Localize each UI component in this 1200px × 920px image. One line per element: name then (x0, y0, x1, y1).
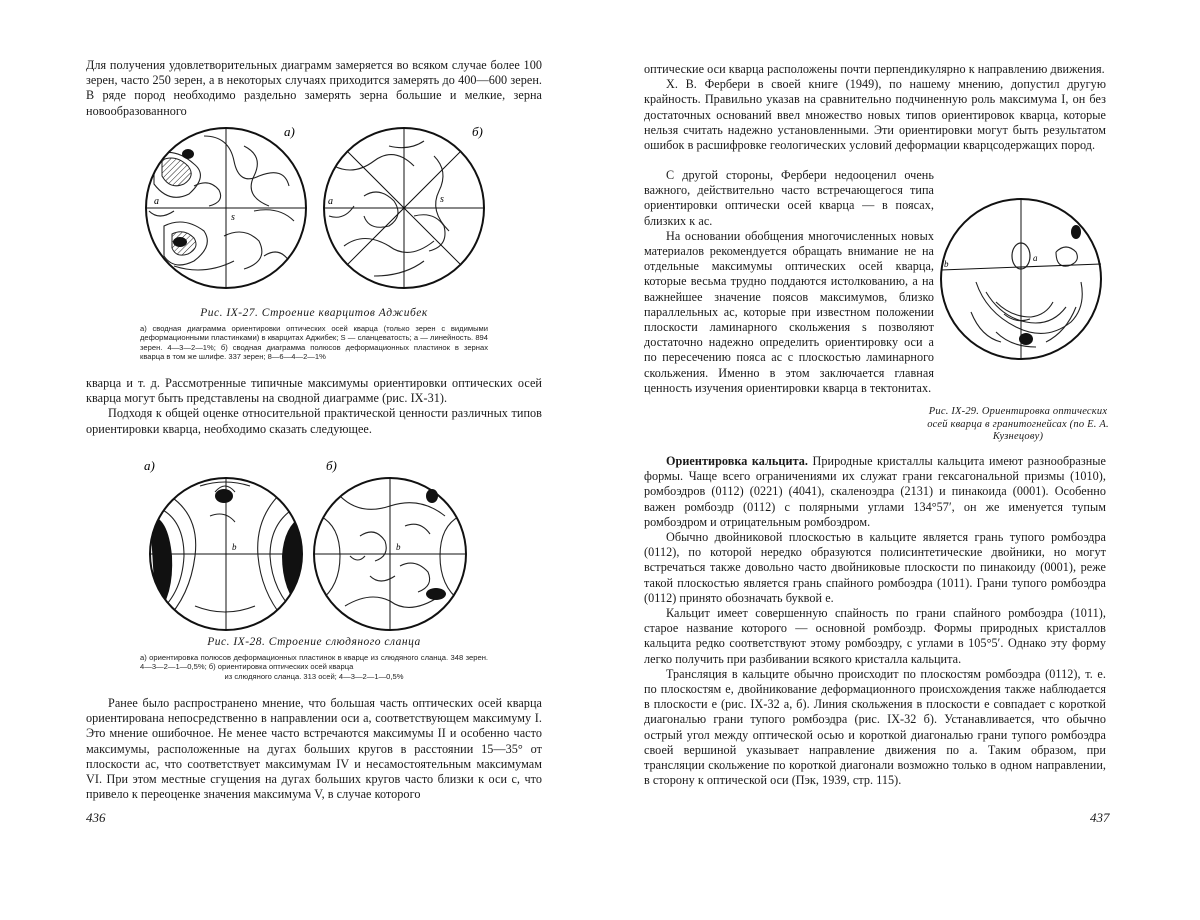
page-437 (600, 0, 1200, 920)
diagram-27b-mark-s: s (440, 194, 444, 205)
right-paragraph-5 (644, 454, 1106, 530)
diagram-28a (144, 458, 302, 630)
figure-ix-27-diagrams (134, 116, 514, 296)
right-paragraph-5-text: Природные кристаллы кальцита имеют разнообразные формы. Чаще всего ограничениями их служат грани гексагональной призмы (1010), ромбоэдров (0112) (0221) (4041), скаленоэдра (2131) и пинакоида (0001). Особенно важен ромбоэдр (0112) с полярными углами 134°57′, он же именуется тупым ромбоэдром и отрицательным ромбоэдром. (644, 454, 1106, 529)
left-paragraph-4: Ранее было распространено мнение, что большая часть оптических осей кварца ориентирована непосредственно в направлении оси a, соответствующем максимуму I. Это мнение ошибочное. Не менее часто встречаются максимумы II и особенно часто максимумы, расположенные на дугах больших кругов в расстоянии 15—35° от плоскости ac, что соответствует максимумам IV и несамостоятельным максимумам VI. При этом местные сгущения на дугах больших кругов часто близки к оси c, что привело к переоценке значения максимума V, в случае которого (86, 696, 542, 802)
diagram-29-mark-a: a (1033, 253, 1038, 263)
figure-ix-28-caption-note-2: из слюдяного сланца. 313 осей; 4—3—2—1—0,5% (224, 672, 404, 681)
right-paragraph-6: Обычно двойниковой плоскостью в кальците является грань тупого ромбоэдра (0112), по которой нередко образуются полисинтетические двойники, но могут встречаться также довольно часто двойниковые плоскости по пинакоиду (0001), реже такой плоскостью является грань спайного ромбоэдра (1011). Грани тупого ромбоэдра (0112) принято обозначать буквой e. (644, 530, 1106, 605)
diagram-27a-mark-a: a (154, 196, 159, 207)
page-number-left: 436 (86, 810, 106, 825)
figure-ix-29-caption: Рис. IX-29. Ориентировка оптических осей кварца в гранитогнейсах (по Е. А. Кузнецову) (927, 406, 1109, 442)
diagram-27b-label: б) (472, 124, 483, 139)
figure-ix-28 (140, 456, 480, 632)
diagram-27a-mark-s: s (231, 212, 235, 223)
figure-ix-27-caption-title: Рис. IX-27. Строение кварцитов Аджибек (200, 307, 428, 319)
calcite-heading: Ориентировка кальцита. (666, 454, 808, 468)
left-para-4-block (86, 696, 542, 802)
figure-ix-29 (936, 192, 1106, 402)
left-para-2-block (86, 376, 542, 437)
figure-ix-27 (134, 116, 514, 296)
left-paragraph-3: Подходя к общей оценке относительной практической ценности различных типов ориентировки кварца, необходимо сказать следующее. (86, 406, 542, 436)
diagram-28b (314, 458, 466, 630)
diagram-29-mark-b: b (944, 259, 949, 269)
right-paragraph-8: Трансляция в кальците обычно происходит по плоскостям ромбоэдра (0112), т. е. по плоскостям e, двойникование деформационного происхождения также наблюдается в плоскости e (рис. IX-32 а, б). Линия скольжения в плоскости e совпадает с короткой диагональю грани тупого ромбоэдра (рис. IX-32 б). Устанавливается, что обычно острый угол между оптической осью и короткой диагональю грани тупого ромбоэдра своей вершиной указывает направление движения по a. Таким образом, при трансляции скольжение по короткой диагонали возможно только в одном направлении, в сторону к оптической оси (Пэк, 1939, стр. 115). (644, 666, 1106, 788)
diagram-28a-label: а) (144, 458, 155, 473)
right-paragraph-2: Х. В. Фербери в своей книге (1949), по нашему мнению, допустил другую крайность. Правильно указав на сравнительно подчиненную роль максимума I, он без достаточных оснований ввел множество новых типов ориентировок кварца, которые нельзя считать надежно установленными. Эти ориентировки могут быть результатом ошибок в расшифровке геологических условий деформации кварцсодержащих пород. (644, 77, 1106, 153)
right-paragraph-7: Кальцит имеет совершенную спайность по грани спайного ромбоэдра (1011), старое название которого — основной ромбоэдр. Формы природных кристаллов кальцита редко соответствуют этому ромбоэдру, с углами в 105°5′. Однако эту форму легко получить при разбивании всякого кристалла кальцита. (644, 606, 1106, 666)
figure-ix-29-diagram (936, 192, 1106, 402)
diagram-27a (146, 124, 306, 288)
right-paragraph-4: На основании обобщения многочисленных новых материалов рекомендуется обращать внимание не на отдельные максимумы оптических осей кварца, которые весьма трудно поддаются истолкованию, а на важнейшее значение поясов максимумов, близко параллельных ac, которые при известном положении плоскости ламинарного скольжения s позволяют достаточно надежно определить ориентировку оси a по пересечению пояса ac с плоскостью ламинарного скольжения. Именно в этом заключается главная ценность изучения ориентировки кварца в тектонитах. (644, 228, 934, 395)
right-top-block (644, 62, 1106, 153)
figure-ix-27-caption-note: а) сводная диаграмма ориентировки оптических осей кварца (только зерен с видимыми деформационными пластинками) в кварцитах Аджибек; S — сланцеватость; a — линейность. 894 зерен. 4—3—2—1%; б) сводная диаграмма полюсов деформационных пластинок в зернах кварца в том же шлифе. 337 зерен; 8—6—4—2—1% (140, 324, 488, 362)
diagram-27b (324, 124, 484, 288)
page-number-right: 437 (1090, 810, 1110, 825)
right-bottom-block (644, 454, 1106, 788)
left-paragraph-2: кварца и т. д. Рассмотренные типичные максимумы ориентировки оптических осей кварца могут быть представлены на сводной диаграмме (рис. IX-31). (86, 376, 542, 406)
figure-ix-28-caption-title: Рис. IX-28. Строение слюдяного сланца (207, 636, 421, 648)
diagram-28b-label: б) (326, 458, 337, 473)
left-para-1-block (86, 58, 542, 119)
right-wrap-block (644, 168, 934, 396)
diagram-28b-mark-b: b (396, 542, 401, 552)
diagram-27b-mark-a: a (328, 196, 333, 207)
diagram-27a-label: а) (284, 124, 295, 139)
left-paragraph-1: Для получения удовлетворительных диаграмм замеряется во всяком случае более 100 зерен, часто 250 зерен, а в некоторых случаях приходится замерять до 400—600 зерен. В ряде пород необходимо раздельно замерять зерна большие и мелкие, зерна новообразованного (86, 58, 542, 118)
right-paragraph-1: оптические оси кварца расположены почти перпендикулярно к направлению движения. (644, 62, 1105, 76)
figure-ix-28-caption-note-1: а) ориентировка полюсов деформационных пластинок в кварце из слюдяного сланца. 348 зерен. 4—3—2—1—0,5%; б) ориентировка оптических осей кварца (140, 653, 488, 672)
right-paragraph-3: С другой стороны, Фербери недооценил очень важного, действительно часто встречающегося типа ориентировки оптически осей кварца — в поясах, близких к ac. (644, 168, 934, 228)
diagram-28a-mark-b: b (232, 542, 237, 552)
figure-ix-28-diagrams (140, 456, 480, 632)
